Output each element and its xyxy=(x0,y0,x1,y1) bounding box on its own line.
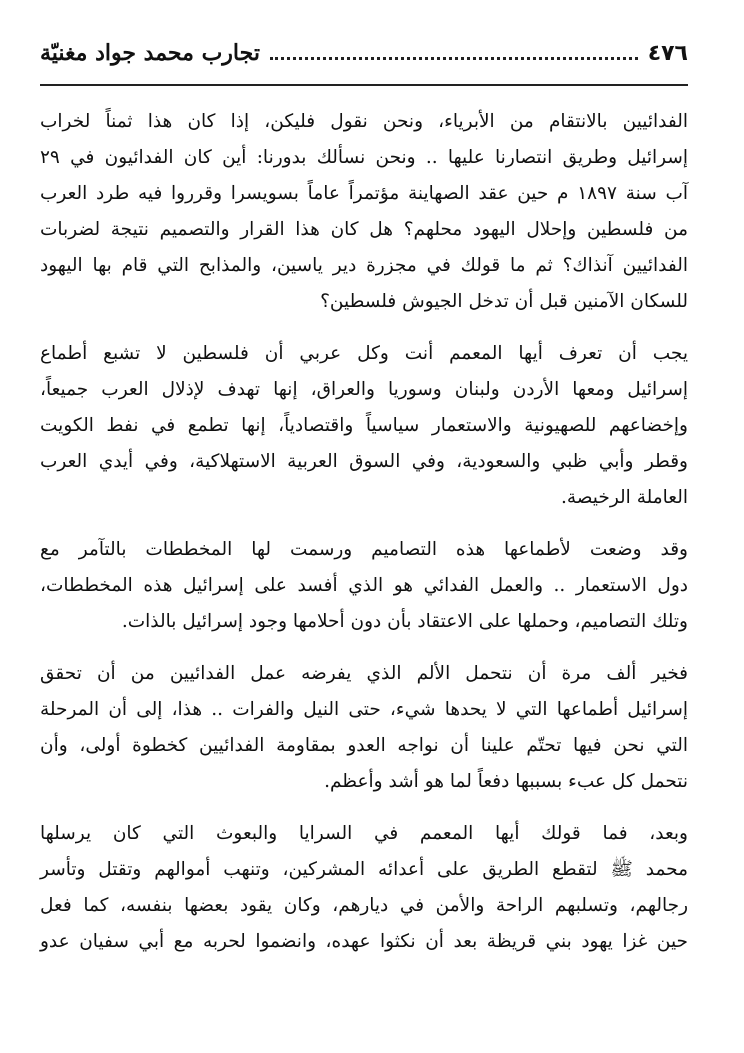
paragraph xyxy=(40,816,688,960)
text-line: إسرائيل وطريق انتصارنا عليها .. ونحن نسألك بدورنا: أين كان الفدائيون في ٢٩ xyxy=(40,147,688,168)
text-line: نتحمل كل عبء بسببها دفعاً لما هو أشد وأعظم. xyxy=(324,771,688,792)
paragraph xyxy=(40,532,688,640)
text-line: وتلك التصاميم، وحملها على الاعتقاد بأن دون أحلامها وجود إسرائيل بالذات. xyxy=(121,611,688,632)
book-title: تجارب محمد جواد مغنيّة xyxy=(40,40,260,66)
text-line: إسرائيل ومعها الأردن ولبنان وسوريا والعراق، إنها تهدف لإذلال العرب جميعاً، xyxy=(40,379,688,400)
text-line: إسرائيل أطماعها التي لا يحدها شيء، حتى النيل والفرات .. هذا، إلى أن المرحلة xyxy=(40,699,688,720)
page-header xyxy=(40,40,688,86)
header-dotted-leader xyxy=(270,45,638,60)
text-line: وبعد، فما قولك أيها المعمم في السرايا والبعوث التي كان يرسلها xyxy=(40,823,688,844)
text-line: يجب أن تعرف أيها المعمم أنت وكل عربي أن فلسطين لا تشبع أطماع xyxy=(40,343,688,364)
text-line: وإخضاعهم للصهيونية والاستعمار سياسياً واقتصادياً، إنها تطمع في نفط الكويت xyxy=(40,415,688,436)
text-line: من فلسطين وإحلال اليهود محلهم؟ هل كان هذا القرار والتصميم نتيجة لضربات xyxy=(40,219,688,240)
body-text xyxy=(40,104,688,960)
text-line: فخير ألف مرة أن نتحمل الألم الذي يفرضه عمل الفدائيين من أن تحقق xyxy=(40,663,688,684)
text-line: دول الاستعمار .. والعمل الفدائي هو الذي أفسد على إسرائيل هذه المخططات، xyxy=(40,575,688,596)
text-line: حين غزا يهود بني قريظة بعد أن نكثوا عهده، وانضموا لحربه مع أبي سفيان عدو xyxy=(40,931,688,952)
paragraph xyxy=(40,104,688,320)
text-line: وقد وضعت لأطماعها هذه التصاميم ورسمت لها المخططات بالتآمر مع xyxy=(40,539,688,560)
text-line: آب سنة ١٨٩٧ م حين عقد الصهاينة مؤتمراً عاماً بسويسرا وقرروا فيه طرد العرب xyxy=(40,183,688,204)
text-line: رجالهم، وتسلبهم الراحة والأمن في ديارهم، وكان يقود بعضها بنفسه، كما فعل xyxy=(40,895,688,916)
book-page xyxy=(40,40,688,1040)
text-line: الفدائيين آنذاك؟ ثم ما قولك في مجزرة دير ياسين، والمذابح التي قام بها اليهود xyxy=(40,255,688,276)
text-line: العاملة الرخيصة. xyxy=(560,487,688,508)
text-line: للسكان الآمنين قبل أن تدخل الجيوش فلسطين؟ xyxy=(320,291,688,312)
text-line: وقطر وأبي ظبي والسعودية، وفي السوق العربية الاستهلاكية، وفي أيدي العرب xyxy=(40,451,688,472)
page-number: ٤٧٦ xyxy=(647,41,688,66)
paragraph xyxy=(40,656,688,800)
paragraph xyxy=(40,336,688,516)
text-line: محمد ﷺ لتقطع الطريق على أعدائه المشركين، وتنهب أموالهم وتقتل وتأسر xyxy=(40,859,688,880)
text-line: الفدائيين بالانتقام من الأبرياء، ونحن نقول فليكن، إذا كان هذا ثمناً لخراب xyxy=(40,111,688,132)
text-line: التي نحن فيها تحتّم علينا أن نواجه العدو بمقاومة الفدائيين كخطوة أولى، وأن xyxy=(40,735,688,756)
